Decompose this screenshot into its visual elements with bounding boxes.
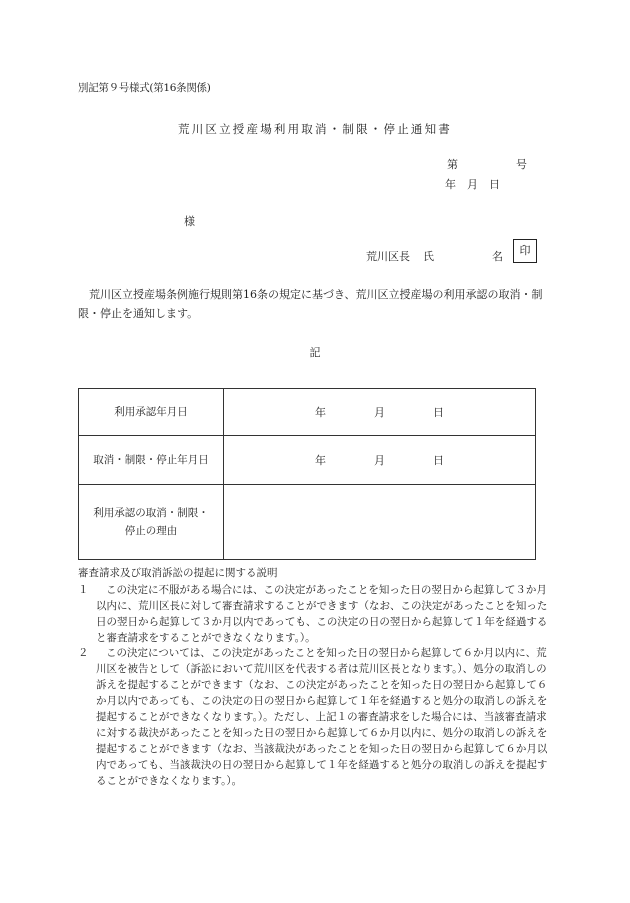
day-label: 日 <box>433 406 444 419</box>
document-number-prefix: 第 <box>447 158 458 171</box>
ki-heading: 記 <box>309 346 321 359</box>
sender-name-label-right: 名 <box>492 250 503 263</box>
note-number: ２ <box>78 647 89 659</box>
month-label: 月 <box>374 454 385 467</box>
year-label: 年 <box>315 406 326 419</box>
form-reference: 別記第９号様式(第16条関係) <box>78 82 211 94</box>
document-title: 荒川区立授産場利用取消・制限・停止通知書 <box>178 122 452 136</box>
document-number-suffix: 号 <box>516 158 527 171</box>
table-row <box>79 389 536 436</box>
body-text <box>78 285 548 323</box>
sender-name-label-left: 氏 <box>423 250 434 263</box>
month-label: 月 <box>374 406 385 419</box>
notes-heading: 審査請求及び取消訴訟の提起に関する説明 <box>78 567 278 579</box>
day-label: 日 <box>433 454 444 467</box>
body-paragraph: 荒川区立授産場条例施行規則第16条の規定に基づき、荒川区立授産場の利用承認の取消・制限・停止を通知します。 <box>78 288 543 320</box>
detail-table <box>78 388 536 560</box>
sender-title: 荒川区長 <box>366 250 410 263</box>
reason-cell <box>224 485 536 560</box>
row-label: 利用承認年月日 <box>79 389 224 436</box>
row-label: 利用承認の取消・制限・停止の理由 <box>79 485 224 560</box>
recipient-honorific: 様 <box>184 215 195 228</box>
note-text: この決定に不服がある場合には、この決定があったことを知った日の翌日から起算して３か月以内に、荒川区長に対して審査請求することができます（なお、この決定があったことを知った日の翌日から起算して３か月以内であっても、この決定の日の翌日から起算して１年を経過すると審査請求をすることができなくなります。）。 <box>96 584 548 644</box>
row-label: 取消・制限・停止年月日 <box>79 436 224 485</box>
note-text: この決定については、この決定があったことを知った日の翌日から起算して６か月以内に、荒川区を被告として（訴訟において荒川区を代表する者は荒川区長となります。）、処分の取消しの訴えを提起することができます（なお、この決定があったことを知った日の翌日から起算して６か月以内であっても、この決定の日の翌日から起算して１年を経過すると処分の取消しの訴えを提起することができなくなります。）。ただし、上記１の審査請求をした場合には、当該審査請求に対する裁決があったことを知った日の翌日から起算して６か月以内に、処分の取消しの訴えを提起することができます（なお、当該裁決があったことを知った日の翌日から起算して６か月以内であっても、当該裁決の日の翌日から起算して１年を経過すると処分の取消しの訴えを提起することができなくなります。）。 <box>96 647 548 787</box>
note-number: １ <box>78 584 89 596</box>
seal-box: 印 <box>513 239 537 263</box>
date-cell <box>224 389 536 436</box>
table-row <box>79 436 536 485</box>
date-cell <box>224 436 536 485</box>
document-date: 年 月 日 <box>445 178 500 191</box>
note-item <box>78 645 548 789</box>
note-item <box>78 582 548 646</box>
table-row <box>79 485 536 560</box>
year-label: 年 <box>315 454 326 467</box>
